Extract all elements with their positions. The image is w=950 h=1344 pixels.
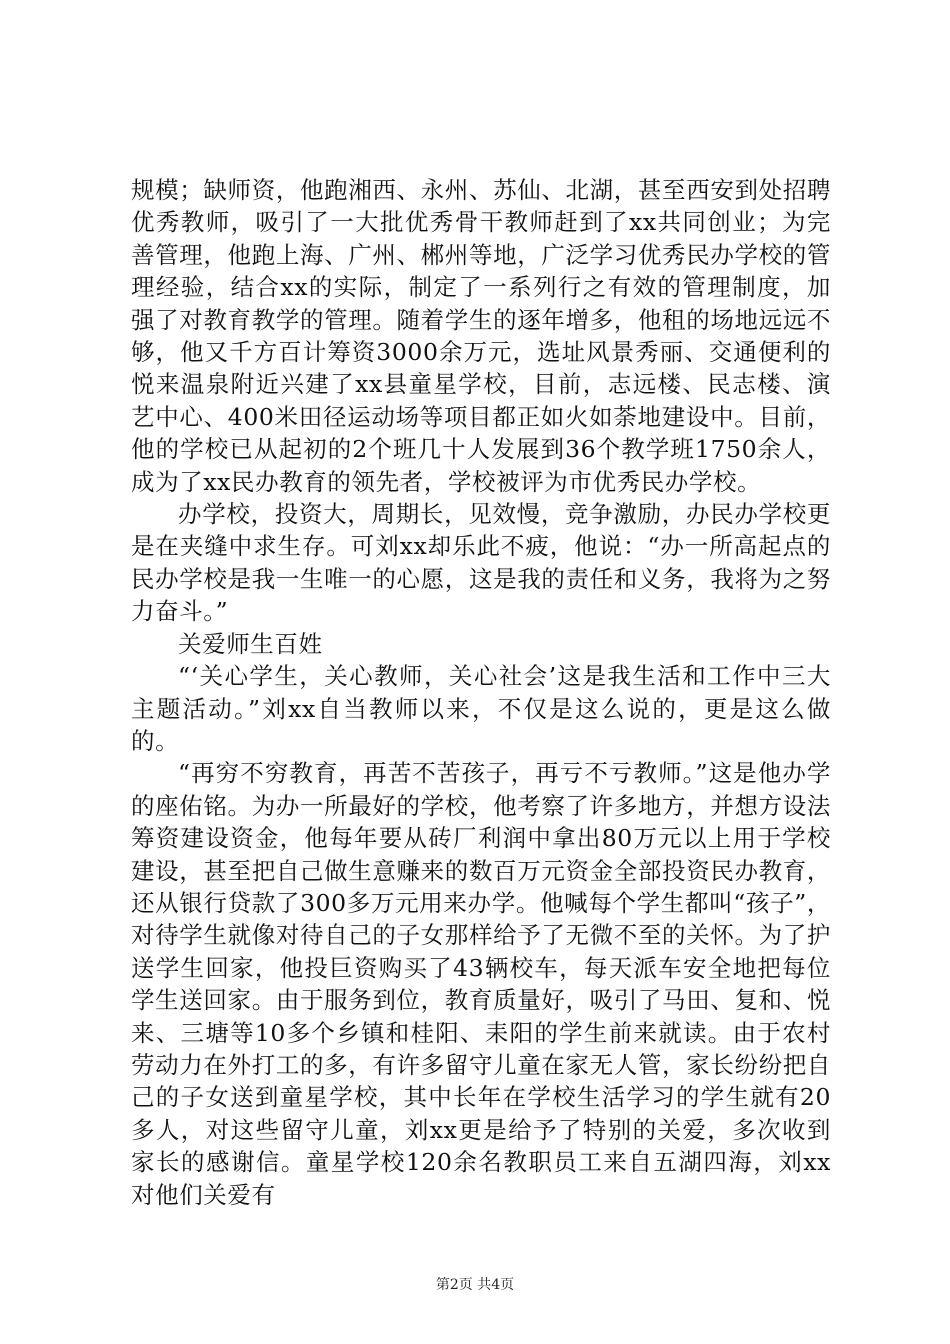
- paragraph-1: 规模；缺师资，他跑湘西、永州、苏仙、北湖，甚至西安到处招聘优秀教师，吸引了一大批优秀骨干教师赶到了xx共同创业；为完善管理，他跑上海、广州、郴州等地，广泛学习优秀民办学校的管理经验，结合xx的实际，制定了一系列行之有效的管理制度，加强了对教育教学的管理。随着学生的逐年增多，他租的场地远远不够，他又千方百计筹资3000余万元，选址风景秀丽、交通便利的悦来温泉附近兴建了xx县童星学校，目前，志远楼、民志楼、演艺中心、400米田径运动场等项目都正如火如荼地建设中。目前，他的学校已从起初的2个班几十人发展到36个教学班1750余人，成为了xx民办教育的领先者，学校被评为市优秀民办学校。: [131, 176, 831, 496]
- paragraph-3: “‘关心学生，关心教师，关心社会’这是我生活和工作中三大主题活动。”刘xx自当教师以来，不仅是这么说的，更是这么做的。: [131, 662, 831, 755]
- page-number-footer: 第2页 共4页: [435, 1277, 515, 1293]
- paragraph-4: “再穷不穷教育，再苦不苦孩子，再亏不亏教师。”这是他办学的座佑铭。为办一所最好的学校，他考察了许多地方，并想方设法筹资建设资金，他每年要从砖厂利润中拿出80万元以上用于学校建设，甚至把自己做生意赚来的数百万元资金全部投资民办教育，还从银行贷款了300多万元用来办学。他喊每个学生都叫“孩子”，对待学生就像对待自己的子女那样给予了无微不至的关怀。为了护送学生回家，他投巨资购买了43辆校车，每天派车安全地把每位学生送回家。由于服务到位，教育质量好，吸引了马田、复和、悦来、三塘等10多个乡镇和桂阳、耒阳的学生前来就读。由于农村劳动力在外打工的多，有许多留守儿童在家无人管，家长纷纷把自己的子女送到童星学校，其中长年在学校生活学习的学生就有20多人，对这些留守儿童，刘xx更是给予了特别的关爱，多次收到家长的感谢信。童星学校120余名教职员工来自五湖四海，刘xx对他们关爱有: [131, 759, 831, 1209]
- document-body: [131, 174, 831, 1211]
- section-heading: 关爱师生百姓: [178, 629, 323, 658]
- paragraph-2: 办学校，投资大，周期长，见效慢，竞争激励，办民办学校更是在夹缝中求生存。可刘xx却乐此不疲，他说：“办一所高起点的民办学校是我一生唯一的心愿，这是我的责任和义务，我将为之努力奋斗。”: [131, 500, 831, 626]
